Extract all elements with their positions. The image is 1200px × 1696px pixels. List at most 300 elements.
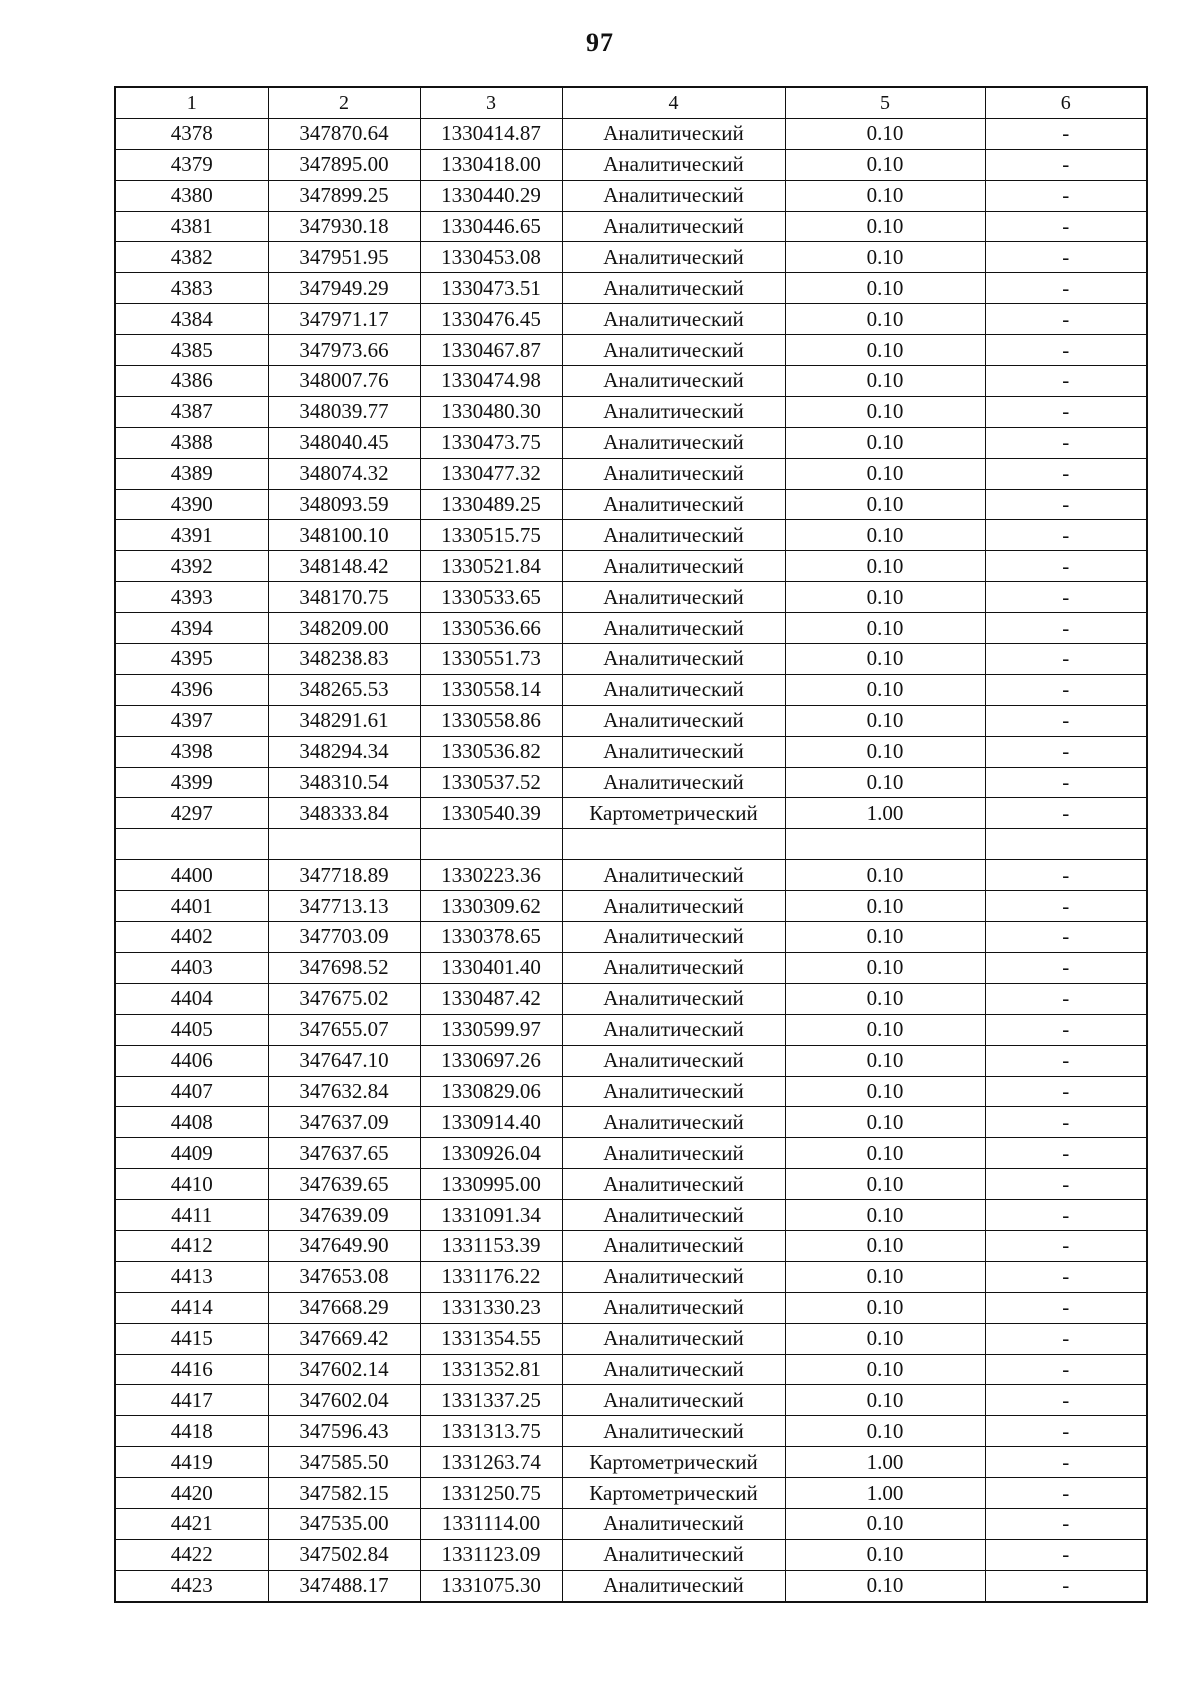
method-cell: Картометрический — [562, 798, 785, 829]
point-number-cell: 4402 — [115, 922, 268, 953]
note-cell: - — [985, 1416, 1147, 1447]
table-row — [115, 613, 1147, 644]
point-number-cell: 4394 — [115, 613, 268, 644]
point-number-cell: 4417 — [115, 1385, 268, 1416]
method-cell: Аналитический — [562, 242, 785, 273]
point-number-cell: 4410 — [115, 1169, 268, 1200]
note-cell: - — [985, 458, 1147, 489]
table-row — [115, 1447, 1147, 1478]
table-row — [115, 273, 1147, 304]
note-cell: - — [985, 1354, 1147, 1385]
note-cell: - — [985, 1261, 1147, 1292]
point-number-cell: 4414 — [115, 1292, 268, 1323]
method-cell: Аналитический — [562, 1508, 785, 1539]
note-cell: - — [985, 1478, 1147, 1509]
point-number-cell: 4382 — [115, 242, 268, 273]
method-cell: Аналитический — [562, 1200, 785, 1231]
method-cell: Аналитический — [562, 1169, 785, 1200]
point-number-cell: 4383 — [115, 273, 268, 304]
note-cell: - — [985, 520, 1147, 551]
table-row — [115, 304, 1147, 335]
coordinates-table — [114, 86, 1148, 1603]
note-cell: - — [985, 1539, 1147, 1570]
accuracy-cell: 0.10 — [785, 304, 985, 335]
x-coordinate-cell: 347488.17 — [268, 1570, 420, 1601]
point-number-cell: 4297 — [115, 798, 268, 829]
accuracy-cell: 0.10 — [785, 674, 985, 705]
accuracy-cell — [785, 829, 985, 860]
point-number-cell: 4386 — [115, 366, 268, 397]
accuracy-cell: 0.10 — [785, 1416, 985, 1447]
table-row — [115, 551, 1147, 582]
accuracy-cell: 0.10 — [785, 1076, 985, 1107]
method-cell: Аналитический — [562, 458, 785, 489]
note-cell — [985, 829, 1147, 860]
x-coordinate-cell: 347602.04 — [268, 1385, 420, 1416]
point-number-cell: 4399 — [115, 767, 268, 798]
table-row — [115, 1385, 1147, 1416]
note-cell: - — [985, 427, 1147, 458]
point-number-cell: 4412 — [115, 1230, 268, 1261]
x-coordinate-cell: 348039.77 — [268, 396, 420, 427]
point-number-cell: 4419 — [115, 1447, 268, 1478]
y-coordinate-cell: 1331313.75 — [420, 1416, 562, 1447]
note-cell: - — [985, 273, 1147, 304]
table-header — [115, 87, 1147, 118]
x-coordinate-cell: 347655.07 — [268, 1014, 420, 1045]
column-header: 3 — [420, 87, 562, 118]
point-number-cell: 4378 — [115, 118, 268, 149]
y-coordinate-cell: 1330477.32 — [420, 458, 562, 489]
table-row — [115, 767, 1147, 798]
accuracy-cell: 0.10 — [785, 736, 985, 767]
x-coordinate-cell: 347585.50 — [268, 1447, 420, 1478]
point-number-cell: 4418 — [115, 1416, 268, 1447]
method-cell: Аналитический — [562, 1385, 785, 1416]
method-cell: Аналитический — [562, 613, 785, 644]
method-cell: Картометрический — [562, 1447, 785, 1478]
accuracy-cell: 0.10 — [785, 149, 985, 180]
accuracy-cell: 0.10 — [785, 1045, 985, 1076]
accuracy-cell: 0.10 — [785, 1385, 985, 1416]
y-coordinate-cell: 1331330.23 — [420, 1292, 562, 1323]
note-cell: - — [985, 705, 1147, 736]
y-coordinate-cell: 1330551.73 — [420, 644, 562, 675]
accuracy-cell: 0.10 — [785, 211, 985, 242]
method-cell: Аналитический — [562, 520, 785, 551]
point-number-cell: 4405 — [115, 1014, 268, 1045]
y-coordinate-cell: 1330378.65 — [420, 922, 562, 953]
x-coordinate-cell: 347502.84 — [268, 1539, 420, 1570]
point-number-cell: 4408 — [115, 1107, 268, 1138]
point-number-cell: 4393 — [115, 582, 268, 613]
point-number-cell — [115, 829, 268, 860]
accuracy-cell: 0.10 — [785, 705, 985, 736]
x-coordinate-cell: 347535.00 — [268, 1508, 420, 1539]
note-cell: - — [985, 1076, 1147, 1107]
point-number-cell: 4388 — [115, 427, 268, 458]
note-cell: - — [985, 1045, 1147, 1076]
x-coordinate-cell: 348333.84 — [268, 798, 420, 829]
x-coordinate-cell: 347596.43 — [268, 1416, 420, 1447]
table-row — [115, 1292, 1147, 1323]
point-number-cell: 4404 — [115, 983, 268, 1014]
table-row — [115, 520, 1147, 551]
note-cell: - — [985, 1570, 1147, 1601]
point-number-cell: 4411 — [115, 1200, 268, 1231]
method-cell: Аналитический — [562, 489, 785, 520]
accuracy-cell: 0.10 — [785, 1354, 985, 1385]
method-cell: Аналитический — [562, 1416, 785, 1447]
table-row — [115, 489, 1147, 520]
y-coordinate-cell — [420, 829, 562, 860]
accuracy-cell: 0.10 — [785, 1169, 985, 1200]
accuracy-cell: 0.10 — [785, 767, 985, 798]
point-number-cell: 4389 — [115, 458, 268, 489]
x-coordinate-cell: 347951.95 — [268, 242, 420, 273]
point-number-cell: 4390 — [115, 489, 268, 520]
x-coordinate-cell: 347949.29 — [268, 273, 420, 304]
note-cell: - — [985, 582, 1147, 613]
accuracy-cell: 0.10 — [785, 1539, 985, 1570]
x-coordinate-cell: 347899.25 — [268, 180, 420, 211]
x-coordinate-cell: 347713.13 — [268, 891, 420, 922]
y-coordinate-cell: 1330515.75 — [420, 520, 562, 551]
method-cell: Аналитический — [562, 180, 785, 211]
x-coordinate-cell: 348170.75 — [268, 582, 420, 613]
table-row — [115, 180, 1147, 211]
y-coordinate-cell: 1331123.09 — [420, 1539, 562, 1570]
y-coordinate-cell: 1331352.81 — [420, 1354, 562, 1385]
x-coordinate-cell: 347675.02 — [268, 983, 420, 1014]
note-cell: - — [985, 1138, 1147, 1169]
point-number-cell: 4420 — [115, 1478, 268, 1509]
note-cell: - — [985, 891, 1147, 922]
x-coordinate-cell: 348310.54 — [268, 767, 420, 798]
accuracy-cell: 0.10 — [785, 427, 985, 458]
accuracy-cell: 0.10 — [785, 891, 985, 922]
note-cell: - — [985, 335, 1147, 366]
table-row — [115, 149, 1147, 180]
note-cell: - — [985, 798, 1147, 829]
accuracy-cell: 0.10 — [785, 1107, 985, 1138]
note-cell: - — [985, 1107, 1147, 1138]
y-coordinate-cell: 1330309.62 — [420, 891, 562, 922]
point-number-cell: 4397 — [115, 705, 268, 736]
method-cell: Аналитический — [562, 983, 785, 1014]
point-number-cell: 4398 — [115, 736, 268, 767]
note-cell: - — [985, 1230, 1147, 1261]
table-row — [115, 366, 1147, 397]
table-row — [115, 458, 1147, 489]
method-cell: Аналитический — [562, 1014, 785, 1045]
note-cell: - — [985, 1200, 1147, 1231]
x-coordinate-cell: 348291.61 — [268, 705, 420, 736]
column-header: 1 — [115, 87, 268, 118]
y-coordinate-cell: 1331354.55 — [420, 1323, 562, 1354]
method-cell: Аналитический — [562, 644, 785, 675]
x-coordinate-cell: 347602.14 — [268, 1354, 420, 1385]
accuracy-cell: 0.10 — [785, 551, 985, 582]
method-cell: Аналитический — [562, 674, 785, 705]
table-row — [115, 335, 1147, 366]
y-coordinate-cell: 1330540.39 — [420, 798, 562, 829]
note-cell: - — [985, 396, 1147, 427]
accuracy-cell: 0.10 — [785, 582, 985, 613]
note-cell: - — [985, 118, 1147, 149]
x-coordinate-cell: 347637.09 — [268, 1107, 420, 1138]
point-number-cell: 4413 — [115, 1261, 268, 1292]
method-cell: Аналитический — [562, 1261, 785, 1292]
y-coordinate-cell: 1330521.84 — [420, 551, 562, 582]
column-header: 4 — [562, 87, 785, 118]
x-coordinate-cell: 347895.00 — [268, 149, 420, 180]
x-coordinate-cell: 348040.45 — [268, 427, 420, 458]
method-cell: Аналитический — [562, 304, 785, 335]
point-number-cell: 4421 — [115, 1508, 268, 1539]
table-row — [115, 705, 1147, 736]
table-row — [115, 1416, 1147, 1447]
point-number-cell: 4396 — [115, 674, 268, 705]
method-cell: Аналитический — [562, 1292, 785, 1323]
table-row — [115, 118, 1147, 149]
table-row — [115, 1107, 1147, 1138]
column-header: 5 — [785, 87, 985, 118]
method-cell: Аналитический — [562, 366, 785, 397]
method-cell: Картометрический — [562, 1478, 785, 1509]
y-coordinate-cell: 1330223.36 — [420, 860, 562, 891]
table-row — [115, 736, 1147, 767]
method-cell: Аналитический — [562, 273, 785, 304]
accuracy-cell: 0.10 — [785, 1200, 985, 1231]
table-row — [115, 1200, 1147, 1231]
accuracy-cell: 0.10 — [785, 1323, 985, 1354]
table-body — [115, 118, 1147, 1601]
note-cell: - — [985, 1014, 1147, 1045]
accuracy-cell: 0.10 — [785, 242, 985, 273]
table-row — [115, 952, 1147, 983]
y-coordinate-cell: 1331176.22 — [420, 1261, 562, 1292]
note-cell: - — [985, 180, 1147, 211]
note-cell: - — [985, 242, 1147, 273]
accuracy-cell: 0.10 — [785, 335, 985, 366]
y-coordinate-cell: 1331263.74 — [420, 1447, 562, 1478]
accuracy-cell: 1.00 — [785, 1478, 985, 1509]
note-cell: - — [985, 1385, 1147, 1416]
note-cell: - — [985, 613, 1147, 644]
method-cell: Аналитический — [562, 1107, 785, 1138]
x-coordinate-cell: 348093.59 — [268, 489, 420, 520]
point-number-cell: 4423 — [115, 1570, 268, 1601]
method-cell: Аналитический — [562, 705, 785, 736]
method-cell: Аналитический — [562, 211, 785, 242]
method-cell: Аналитический — [562, 1570, 785, 1601]
accuracy-cell: 0.10 — [785, 1261, 985, 1292]
x-coordinate-cell: 347632.84 — [268, 1076, 420, 1107]
accuracy-cell: 0.10 — [785, 118, 985, 149]
point-number-cell: 4379 — [115, 149, 268, 180]
table-row — [115, 1539, 1147, 1570]
y-coordinate-cell: 1330533.65 — [420, 582, 562, 613]
point-number-cell: 4400 — [115, 860, 268, 891]
column-header: 6 — [985, 87, 1147, 118]
method-cell: Аналитический — [562, 767, 785, 798]
y-coordinate-cell: 1330829.06 — [420, 1076, 562, 1107]
point-number-cell: 4392 — [115, 551, 268, 582]
y-coordinate-cell: 1330480.30 — [420, 396, 562, 427]
x-coordinate-cell: 347973.66 — [268, 335, 420, 366]
point-number-cell: 4391 — [115, 520, 268, 551]
table-row — [115, 396, 1147, 427]
note-cell: - — [985, 1169, 1147, 1200]
method-cell: Аналитический — [562, 1076, 785, 1107]
note-cell: - — [985, 551, 1147, 582]
x-coordinate-cell: 347669.42 — [268, 1323, 420, 1354]
method-cell: Аналитический — [562, 1138, 785, 1169]
page-number: 97 — [586, 28, 614, 57]
accuracy-cell: 1.00 — [785, 798, 985, 829]
y-coordinate-cell: 1330418.00 — [420, 149, 562, 180]
y-coordinate-cell: 1330995.00 — [420, 1169, 562, 1200]
table-row — [115, 1014, 1147, 1045]
x-coordinate-cell: 348007.76 — [268, 366, 420, 397]
accuracy-cell: 0.10 — [785, 489, 985, 520]
method-cell: Аналитический — [562, 335, 785, 366]
y-coordinate-cell: 1331337.25 — [420, 1385, 562, 1416]
method-cell: Аналитический — [562, 118, 785, 149]
accuracy-cell: 0.10 — [785, 1570, 985, 1601]
method-cell: Аналитический — [562, 427, 785, 458]
table-row — [115, 860, 1147, 891]
table-row — [115, 922, 1147, 953]
point-number-cell: 4384 — [115, 304, 268, 335]
point-number-cell: 4385 — [115, 335, 268, 366]
note-cell: - — [985, 1447, 1147, 1478]
accuracy-cell: 0.10 — [785, 613, 985, 644]
y-coordinate-cell: 1330489.25 — [420, 489, 562, 520]
table-row — [115, 582, 1147, 613]
accuracy-cell: 0.10 — [785, 983, 985, 1014]
table-row — [115, 1230, 1147, 1261]
y-coordinate-cell: 1330473.75 — [420, 427, 562, 458]
note-cell: - — [985, 952, 1147, 983]
y-coordinate-cell: 1330474.98 — [420, 366, 562, 397]
method-cell: Аналитический — [562, 396, 785, 427]
x-coordinate-cell: 347639.09 — [268, 1200, 420, 1231]
table-row — [115, 1261, 1147, 1292]
accuracy-cell: 0.10 — [785, 644, 985, 675]
x-coordinate-cell: 347647.10 — [268, 1045, 420, 1076]
x-coordinate-cell: 348074.32 — [268, 458, 420, 489]
note-cell: - — [985, 922, 1147, 953]
accuracy-cell: 0.10 — [785, 1138, 985, 1169]
accuracy-cell: 0.10 — [785, 520, 985, 551]
method-cell: Аналитический — [562, 1045, 785, 1076]
point-number-cell: 4395 — [115, 644, 268, 675]
method-cell: Аналитический — [562, 1354, 785, 1385]
x-coordinate-cell — [268, 829, 420, 860]
x-coordinate-cell: 348148.42 — [268, 551, 420, 582]
x-coordinate-cell: 348294.34 — [268, 736, 420, 767]
table-row — [115, 1076, 1147, 1107]
x-coordinate-cell: 347971.17 — [268, 304, 420, 335]
accuracy-cell: 0.10 — [785, 1230, 985, 1261]
note-cell: - — [985, 644, 1147, 675]
y-coordinate-cell: 1331075.30 — [420, 1570, 562, 1601]
y-coordinate-cell: 1331114.00 — [420, 1508, 562, 1539]
y-coordinate-cell: 1330558.86 — [420, 705, 562, 736]
y-coordinate-cell: 1330926.04 — [420, 1138, 562, 1169]
accuracy-cell: 0.10 — [785, 952, 985, 983]
note-cell: - — [985, 1292, 1147, 1323]
note-cell: - — [985, 211, 1147, 242]
column-header: 2 — [268, 87, 420, 118]
note-cell: - — [985, 736, 1147, 767]
accuracy-cell: 0.10 — [785, 366, 985, 397]
point-number-cell: 4403 — [115, 952, 268, 983]
y-coordinate-cell: 1330536.82 — [420, 736, 562, 767]
table-row — [115, 644, 1147, 675]
note-cell: - — [985, 860, 1147, 891]
y-coordinate-cell: 1331250.75 — [420, 1478, 562, 1509]
x-coordinate-cell: 347930.18 — [268, 211, 420, 242]
table-row — [115, 1169, 1147, 1200]
table-row — [115, 1045, 1147, 1076]
table-row — [115, 798, 1147, 829]
note-cell: - — [985, 983, 1147, 1014]
table-row — [115, 1570, 1147, 1601]
point-number-cell: 4407 — [115, 1076, 268, 1107]
x-coordinate-cell: 347698.52 — [268, 952, 420, 983]
x-coordinate-cell: 348209.00 — [268, 613, 420, 644]
table-row — [115, 674, 1147, 705]
method-cell: Аналитический — [562, 1539, 785, 1570]
accuracy-cell: 0.10 — [785, 458, 985, 489]
note-cell: - — [985, 366, 1147, 397]
accuracy-cell: 0.10 — [785, 396, 985, 427]
x-coordinate-cell: 347639.65 — [268, 1169, 420, 1200]
x-coordinate-cell: 347718.89 — [268, 860, 420, 891]
accuracy-cell: 0.10 — [785, 1292, 985, 1323]
table-row — [115, 1138, 1147, 1169]
method-cell: Аналитический — [562, 891, 785, 922]
header-row — [115, 87, 1147, 118]
note-cell: - — [985, 1508, 1147, 1539]
accuracy-cell: 0.10 — [785, 860, 985, 891]
method-cell: Аналитический — [562, 582, 785, 613]
note-cell: - — [985, 304, 1147, 335]
y-coordinate-cell: 1330446.65 — [420, 211, 562, 242]
x-coordinate-cell: 348238.83 — [268, 644, 420, 675]
note-cell: - — [985, 674, 1147, 705]
point-number-cell: 4401 — [115, 891, 268, 922]
method-cell — [562, 829, 785, 860]
method-cell: Аналитический — [562, 149, 785, 180]
x-coordinate-cell: 347653.08 — [268, 1261, 420, 1292]
method-cell: Аналитический — [562, 922, 785, 953]
accuracy-cell: 0.10 — [785, 180, 985, 211]
table-row — [115, 983, 1147, 1014]
method-cell: Аналитический — [562, 952, 785, 983]
point-number-cell: 4381 — [115, 211, 268, 242]
accuracy-cell: 0.10 — [785, 273, 985, 304]
accuracy-cell: 0.10 — [785, 1014, 985, 1045]
y-coordinate-cell: 1330401.40 — [420, 952, 562, 983]
x-coordinate-cell: 347668.29 — [268, 1292, 420, 1323]
table-row — [115, 211, 1147, 242]
method-cell: Аналитический — [562, 1323, 785, 1354]
table-row — [115, 1478, 1147, 1509]
